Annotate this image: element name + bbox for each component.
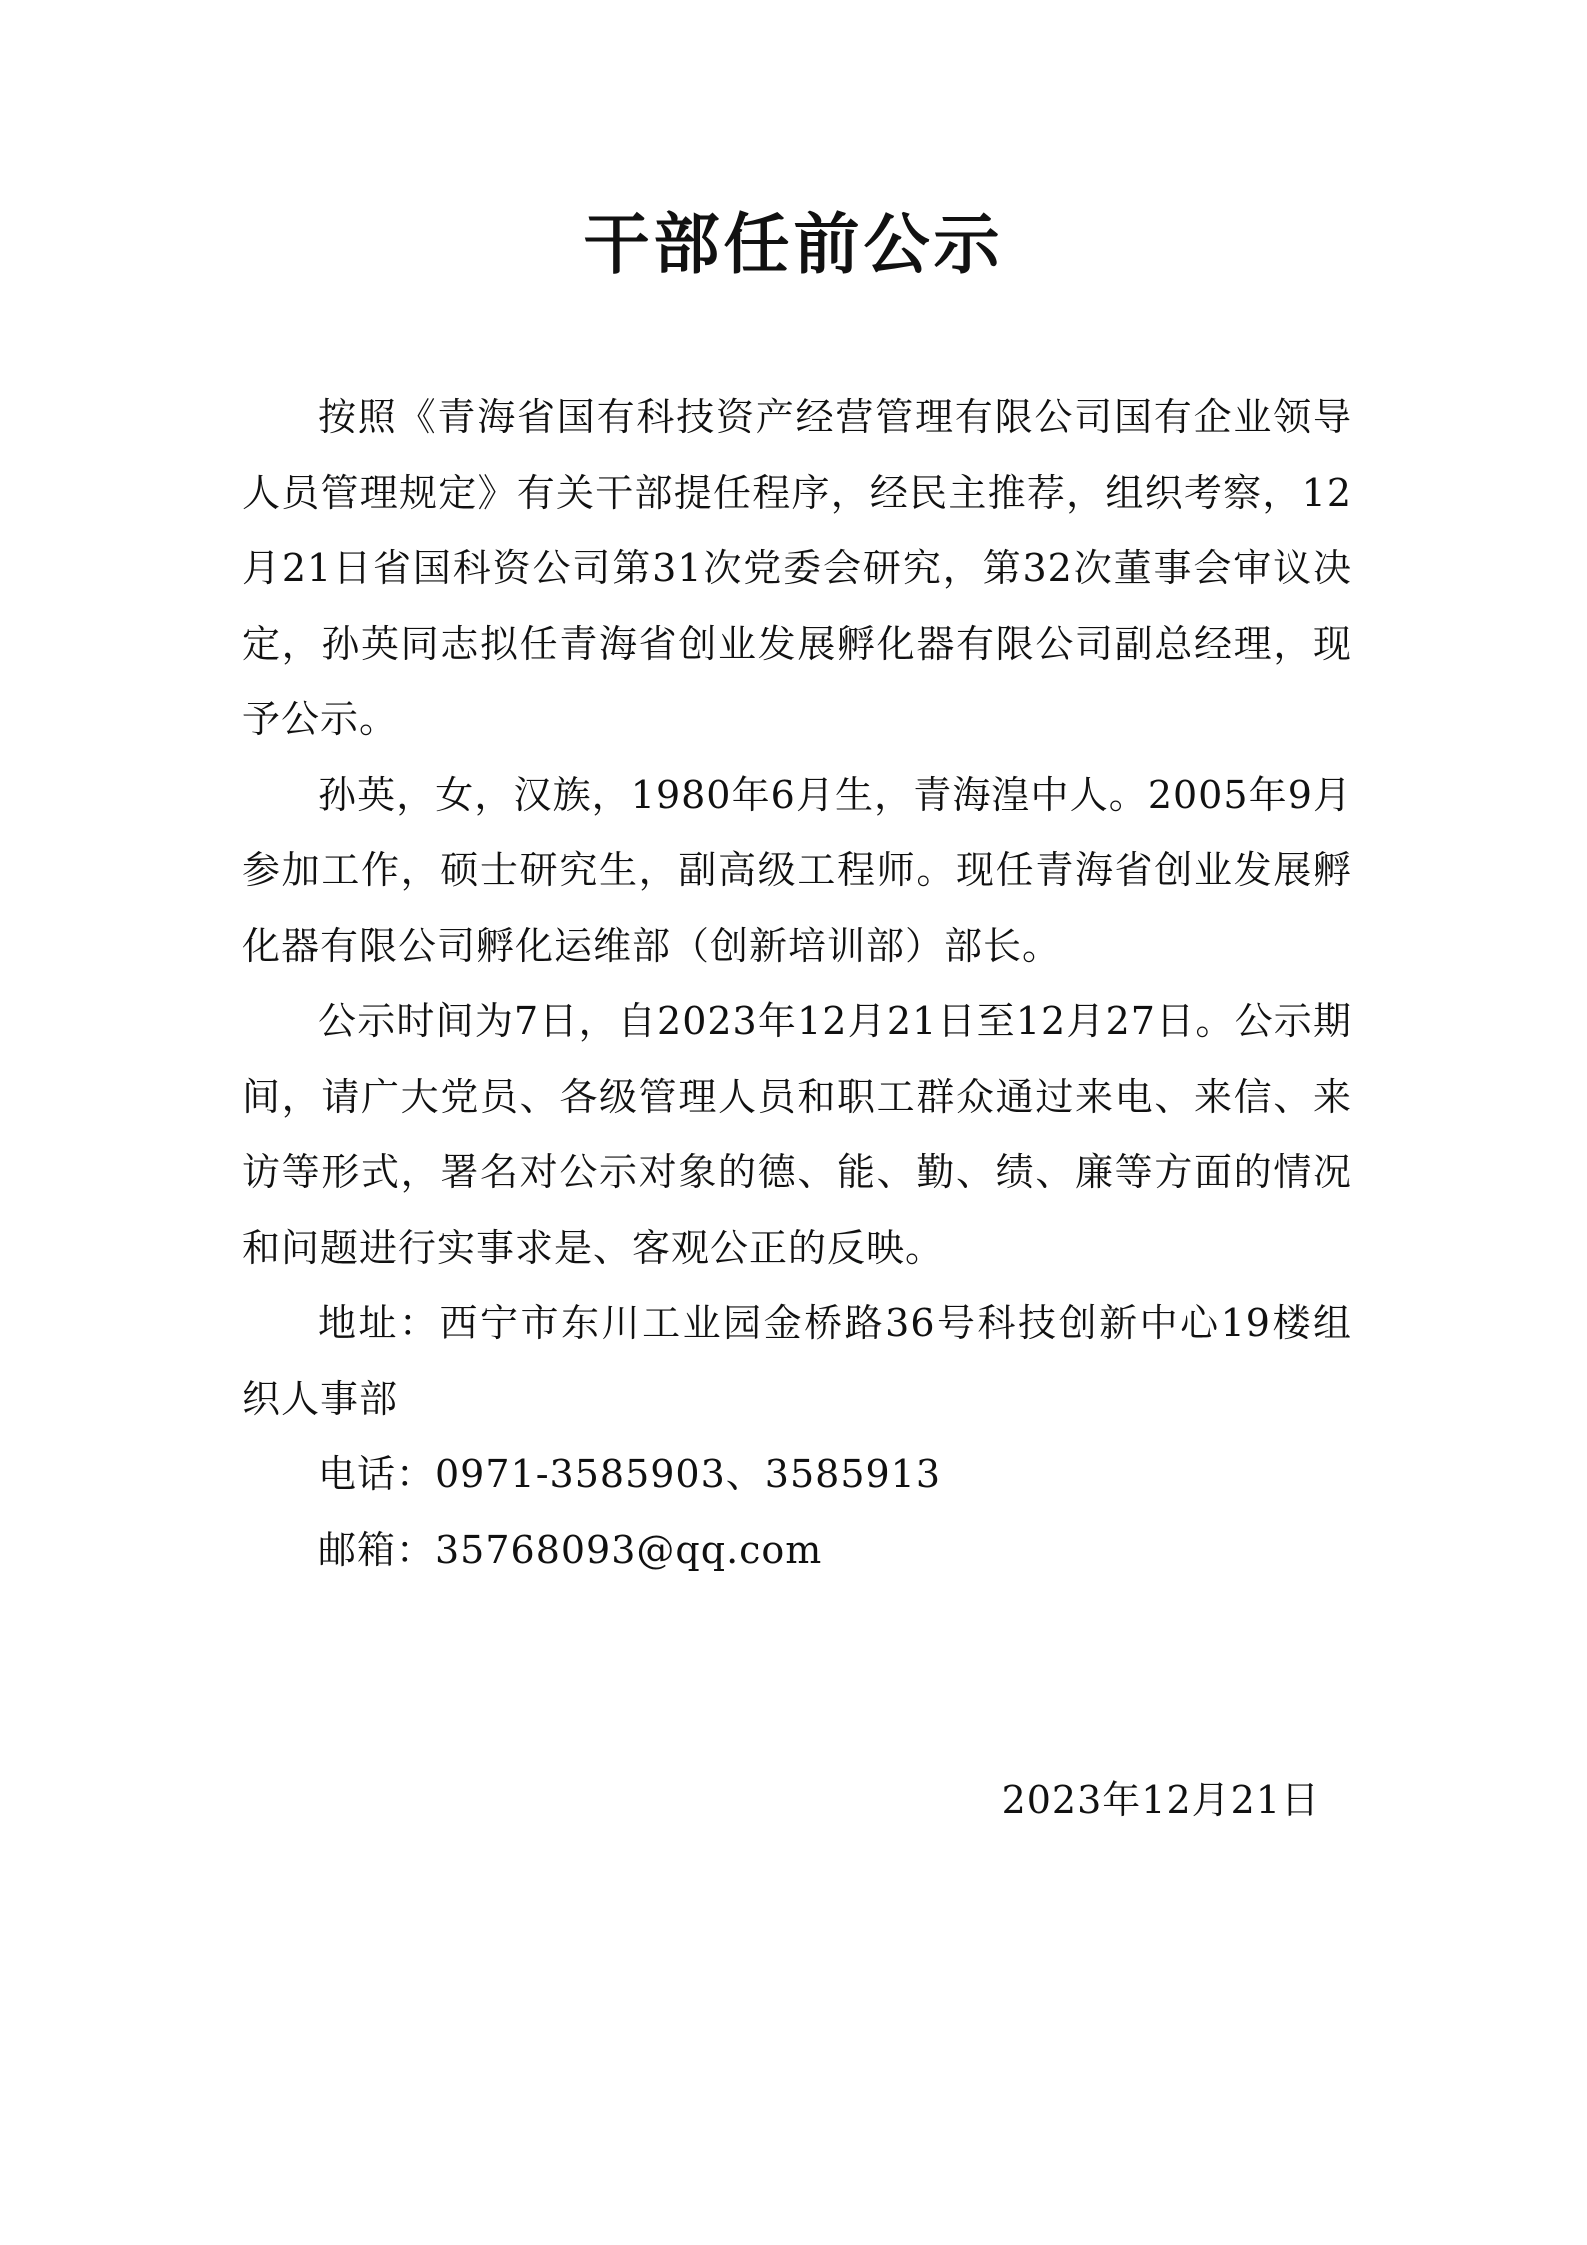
document-body: [242, 380, 1352, 1588]
document-title: 干部任前公示: [583, 206, 1004, 283]
document-date: 2023年12月21日: [1001, 1778, 1320, 1822]
contact-phone: 电话：0971-3585903、3585913: [318, 1452, 942, 1496]
paragraph-candidate-profile: 孙英，女，汉族，1980年6月生，青海湟中人。2005年9月参加工作，硕士研究生，副高级工程师。现任青海省创业发展孵化器有限公司孵化运维部（创新培训部）部长。: [242, 772, 1352, 968]
paragraph-appointment-basis: 按照《青海省国有科技资产经营管理有限公司国有企业领导人员管理规定》有关干部提任程序，经民主推荐，组织考察，12月21日省国科资公司第31次党委会研究，第32次董事会审议决定，孙英同志拟任青海省创业发展孵化器有限公司副总经理，现予公示。: [242, 395, 1352, 741]
contact-email: 邮箱：35768093@qq.com: [318, 1527, 823, 1572]
paragraph-address: 地址：西宁市东川工业园金桥路36号科技创新中心19楼组织人事部: [242, 1301, 1352, 1421]
paragraph-publicity-period: 公示时间为7日，自2023年12月21日至12月27日。公示期间，请广大党员、各级管理人员和职工群众通过来电、来信、来访等形式，署名对公示对象的德、能、勤、绩、廉等方面的情况和问题进行实事求是、客观公正的反映。: [242, 999, 1352, 1270]
